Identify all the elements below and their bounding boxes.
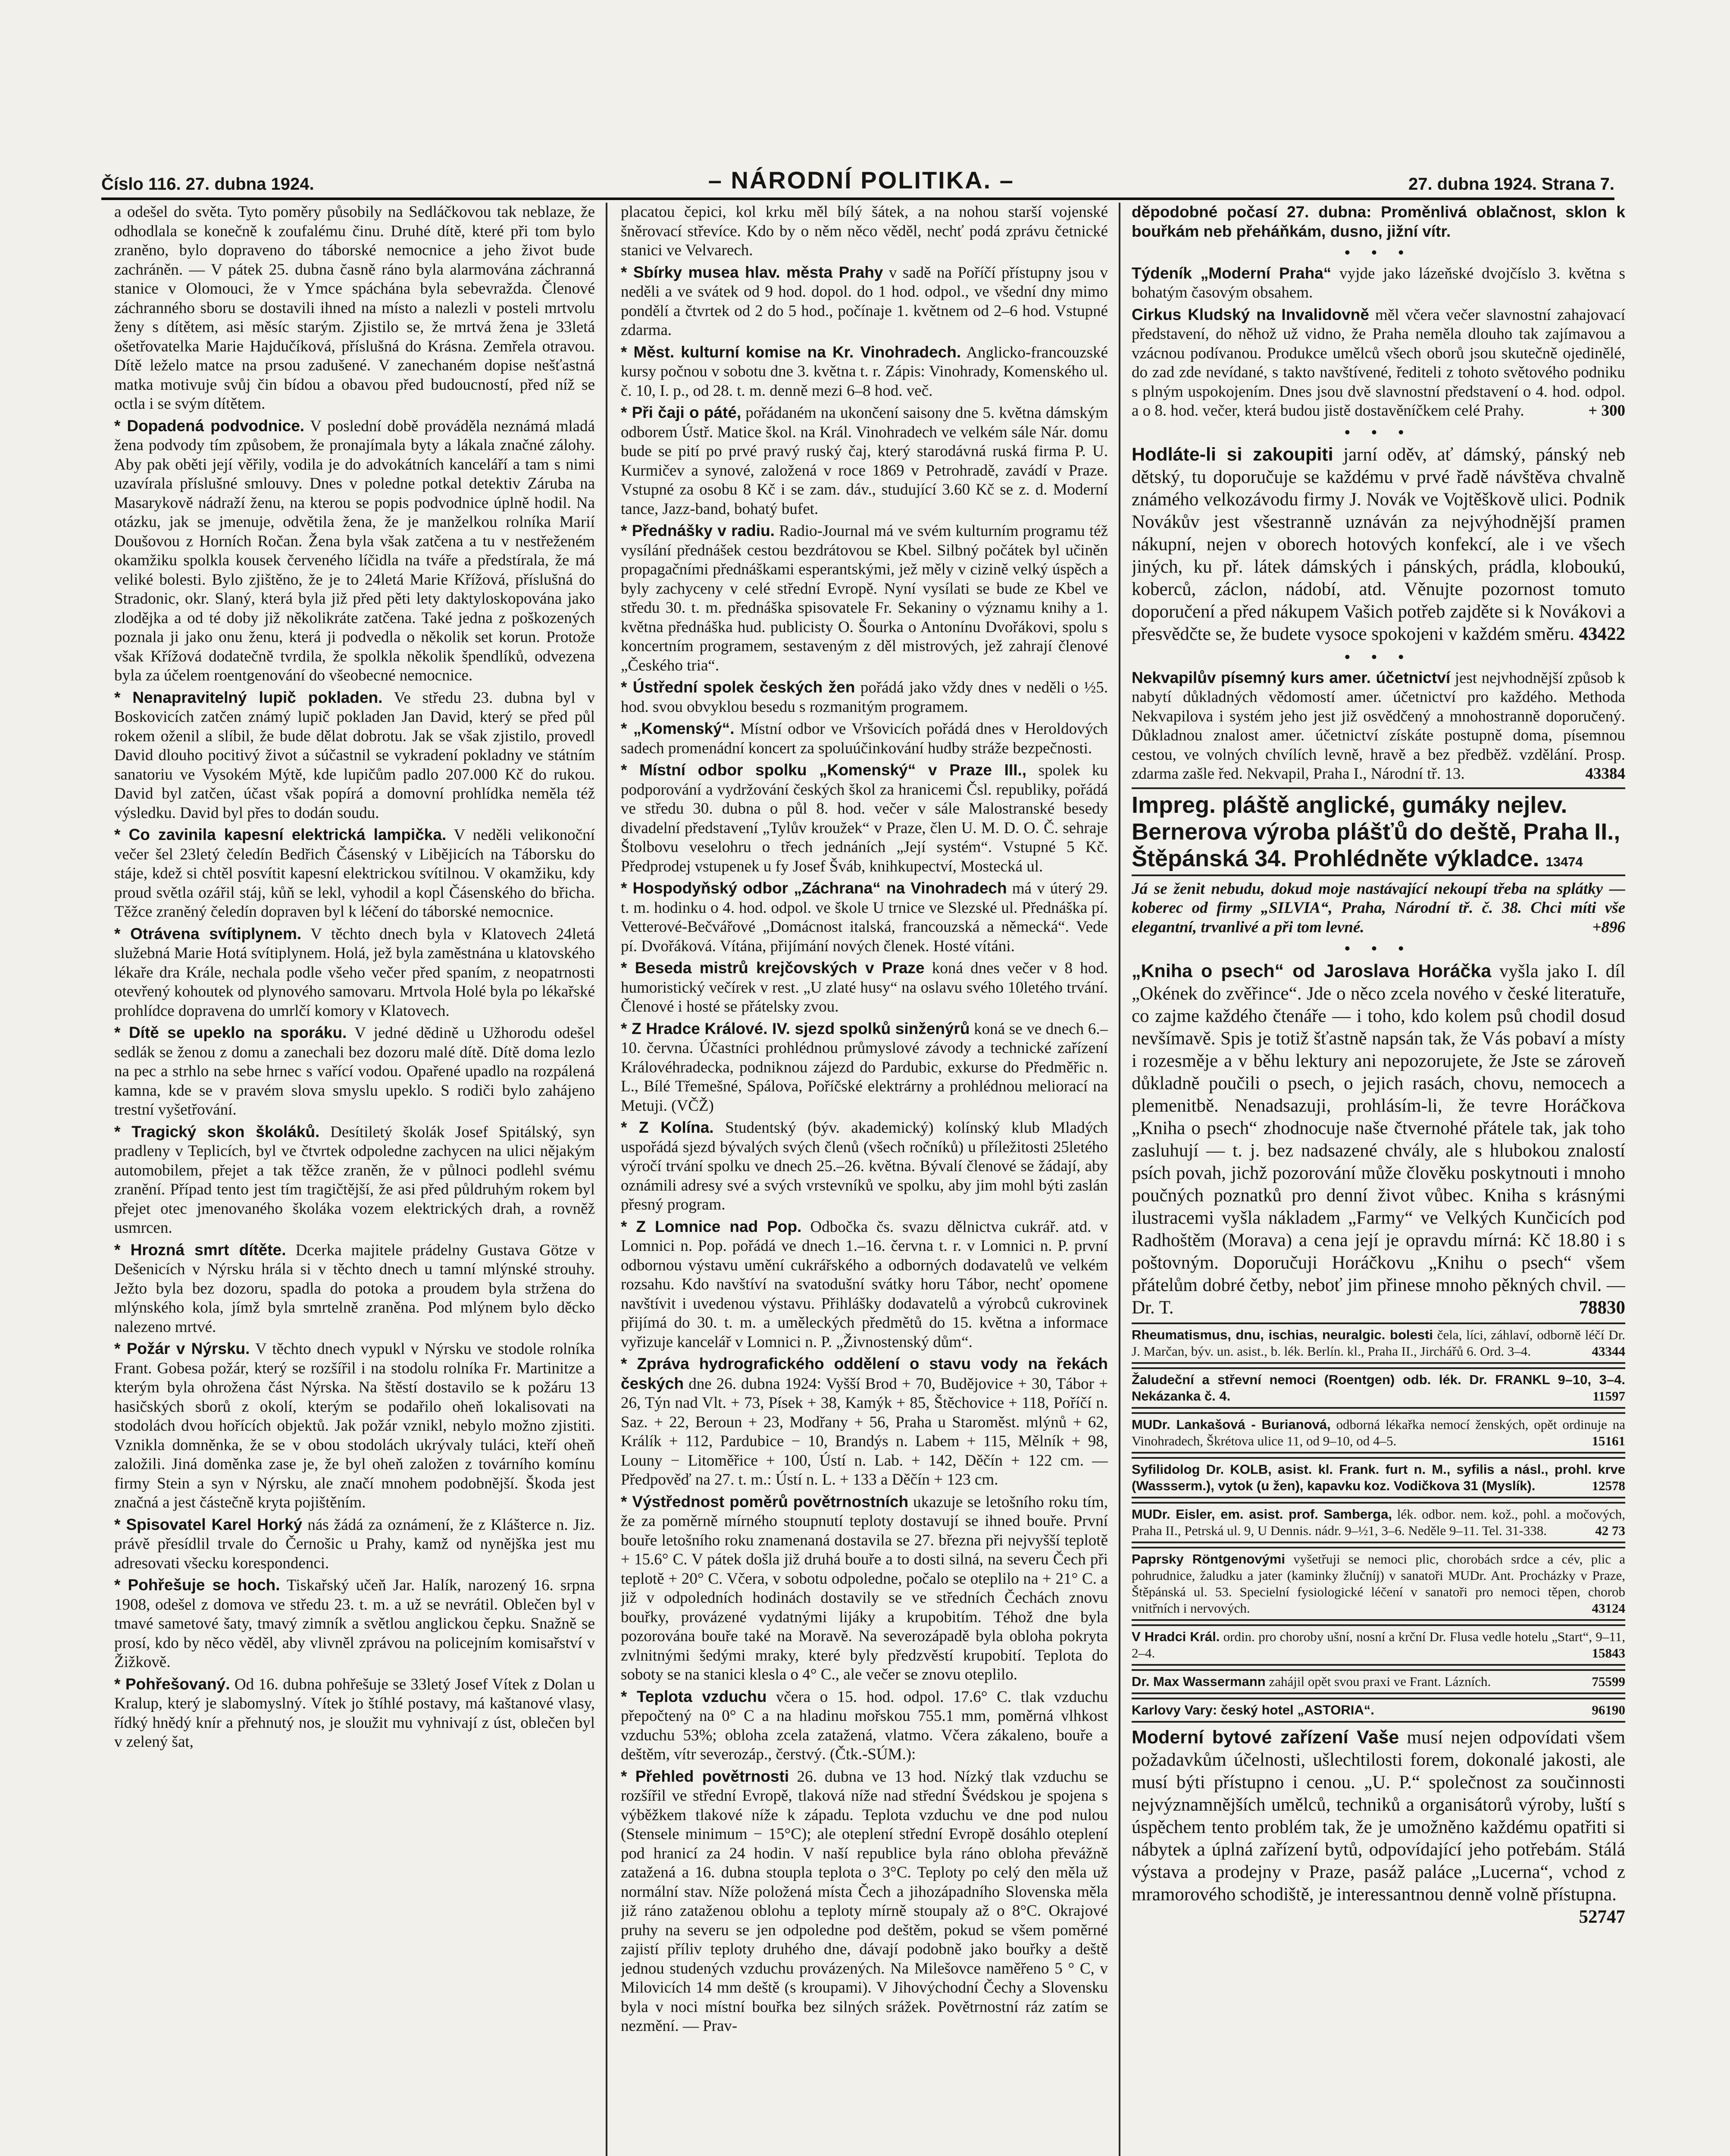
news-text: spolek ku podporování a vydržování českých škol za hranicemi Čsl. republiky, pořádá ve středu 30. dubna o půl 8. hod. večer v sále Malostranské besedy divadelní představení „Tylův kroužek“ v Praze, člen U. M. D. O. Č. sehraje Štolbovu veselohru o třech jednáních „Její systém“. Vstupné 5 Kč. Předprodej vstupenek u fy Josef Šváb, knihkupectví, Mostecká ul. [621,761,1108,875]
ad-reference: 13474 [1545,854,1583,869]
small-ad [1132,1547,1625,1621]
news-item [114,1576,595,1672]
news-item [621,719,1108,758]
news-text: koná dnes večer v 8 hod. humoristický večírek v rest. „U zlaté husy“ na oslavu svého 10letého trvání. Členové i hosté se přátelsky zvou. [621,959,1108,1015]
ad-title: V Hradci Král. [1132,1629,1220,1644]
news-title: * Místní odbor spolku „Komenský“ v Praze III., [621,761,1027,779]
ad-block [1132,668,1625,784]
small-ad [1132,1624,1625,1666]
ad-reference: 78830 [1579,1297,1625,1318]
small-ad [1132,1412,1625,1454]
news-item [114,825,595,922]
column-3 [1132,203,1625,2156]
news-item [621,761,1108,876]
news-item [621,263,1108,340]
news-text: ukazuje se letošního roku tím, že za poměrně mírného stoupnutí teploty dostavují se ihned bouře. První bouře letošního roku znamenaná dostavila se 27. března při nejvyšší teplotě + 15.6° C. V pátek došla již druhá bouře a to dosti silná, na severu Čech při teplotě + 20° C. Včera, v sobotu odpoledne, počalo se oteplilo na + 21° C. a již v odpoledních hodinách dostavily se ve středních Čechách znovu bouřky, provázené vydatnými lijáky a krupobitím. Téhož dne byla pozorována bouře také na Moravě. Na severozápadě byla obloha pokryta zvlnitnými šedými mraky, které byly předzvěstí krupobití. Teplota do soboty se na stanici klesla o 4° C., ale večer se znovu oteplilo. [621,1493,1108,1683]
ad-title: Nekvapilův písemný kurs amer. účetnictví [1132,668,1451,686]
news-title: * Pohřešovaný. [114,1675,230,1693]
news-title: * Přednášky v radiu. [621,522,775,539]
ad-reference: 96190 [1592,1702,1625,1717]
ad-text: čela, líci, záhlaví, odborně léčí Dr. J. Marčan, býv. un. asist., b. lék. Berlín. kl., Praha II., Jirchářů 6. Ord. 3–4. [1132,1327,1625,1359]
news-item [1132,305,1625,421]
page-number-date: 27. dubna 1924. Strana 7. [1408,175,1614,194]
news-text: Anglicko-francouzské kursy počnou v sobotu dne 3. května t. r. Zápis: Vinohrady, Komenského ul. č. 10, I. p., od 28. t. m. denně mezi 6–8 hod. več. [621,343,1108,400]
ad-title: Syfilidolog Dr. KOLB, asist. kl. Frank. furt n. M., syfilis a násl., prohl. krve (Wassserm.), vytok (u žen), kapavku [1132,1461,1625,1493]
news-title: * Co zavinila kapesní elektrická lampička. [114,826,447,843]
ad-line: Impreg. pláště anglické, gumáky nejlev. [1132,792,1567,818]
news-title: * „Komenský“. [621,720,735,737]
ad-text: vyšetřuji se nemoci plic, chorobách srdce a cév, plic a pohrudnice, žaludku a jater (kaminky žlučníj) v sanatoři MUDr. Ant. Procházky v Praze, Štěpánská ul. 53. Specielní fysiologické léčení v sanatoři pro nemoci těpen, chorob vnitřních i nervových. [1132,1551,1625,1616]
ad-block [1132,443,1625,646]
news-item [114,417,595,686]
separator: • • • [1344,940,1413,958]
news-text: a odešel do světa. Tyto poměry působily na Sedláčkovou tak neblaze, že odhodlala se konečně k zoufalému činu. Druhé dítě, které při tom bylo zraněno, bylo dopraveno do táborské nemocnice a jeho život bude zachráněn. — V pátek 25. dubna časně ráno byla alarmována záchranná stanice v Olomouci, že v Ymce spáchána byla sebevražda. Členové záchranného sboru se dostavili ihned na místo a nalezli v posteli mrtvolu ženy s dítětem, asi měsíc starým. Zjistilo se, že mrtvá žena je 33letá ošetřovatelka Marie Hajdučíková, příslušná do Krásna. Zemřela otravou. Dítě leželo matce na prsou zadušené. V zanechaném dopise nešťastná matka motivuje svůj čin bídou a obavou před budoucností, před níž se octla i se svým dítětem. [114,203,595,413]
ad-reference: + 300 [1588,402,1625,420]
news-item [621,879,1108,956]
news-text: Místní odbor ve Vršovicích pořádá dnes v Heroldových sadech promenádní koncert za spoluúčinkování hudby stráže bezpečnosti. [621,720,1108,757]
ad-reference: 52747 [1579,1906,1625,1927]
news-title: * Požár v Nýrsku. [114,1340,250,1357]
ad-title: Karlovy Vary: český hotel „ASTORIA“. [1132,1702,1374,1717]
ad-text: odborná lékařka nemocí ženských, opět ordinuje na Vinohradech, Škrétova ulice 11, od 9–10, od 4–5. [1132,1416,1625,1448]
ad-reference: 43344 [1592,1343,1625,1359]
news-title: * Hospodyňský odbor „Záchrana“ na Vinohradech [621,879,1007,897]
ad-reference: 12578 [1592,1478,1625,1493]
issue-number-date: Číslo 116. 27. dubna 1924. [101,175,314,194]
news-text: V těchto dnech byla v Klatovech 24letá služebná Marie Hotá svítiplynem. Holá, jež byla zaměstnána u klatovského lékaře dra Krále, nechala podle všeho večer před spaním, z neopatrnosti otevřený kohoutek od plynového samovaru. Mrtvola Holé byla po lékařské prohlídce dopravena do umrlčí komory v Klatovech. [114,925,595,1020]
news-item [621,959,1108,1017]
news-item [114,1023,595,1120]
news-title: Cirkus Kludský na Invalidovně [1132,305,1369,323]
news-text: Desítiletý školák Josef Spitálský, syn pradleny v Teplicích, byl ve čtvrtek odpoledne zachycen na ulici nějakým automobilem, přejet a tak těžce zraněn, že v půlnoci podlehl svému zranění. Případ tento jest tím tragičtější, že asi před půldruhým rokem byl přejet otec jmenovaného školáka vozem elektrických drah, a rovněž usmrcen. [114,1123,595,1237]
news-item [621,1687,1108,1764]
ad-line: Bernerova výroba plášťů do deště, Praha II., [1132,818,1621,845]
separator: • • • [1344,649,1413,666]
book-review [1132,960,1625,1319]
column-divider [606,203,607,2156]
ad-title: Žaludeční a střevní nemoci (Roentgen) odb. lék. Dr. FRANKL [1132,1372,1550,1387]
news-text: 26. dubna ve 13 hod. Nízký tlak vzduchu se rozšířil ve střední Evropě, tlaková níže nad střední Švédskou je spojena s výběžkem tlakové níže k západu. Teplota vzduchu ve dne pod nulou (Stensele minimum − 15°C); ale oteplení střední Evropě dosáhlo oteplení pod hranicí za 24 hodin. V naší republice byla ráno obloha převážně zatažená a 16. dubna stoupla teplota o 3°C. Teploty po celý den měla už normální stav. Níže položená místa Čech a jihozápadního Slovenska měla již ráno zataženou oblohu a teploty mírně stoupaly až o 8°C. Okrajové pruhy na severu se jen odpoledne pod deštěm, pokud se všem poměrné zajistí příliv teploty druhého dne, dávají podobně jako bouřky a deště jednou studených vzduchu provázených. Na Milešovce naměřeno 5 ° C, v Milovicích 14 mm deště (s kroupami). V Jihovýchodní Čechy a Slovensku byla v noci místní bouřka bez silných srážek. Povětrnostní ráz zatím se nezmění. — Prav- [621,1767,1108,2035]
news-item [114,924,595,1021]
news-title: * Pohřešuje se hoch. [114,1576,280,1594]
news-text: placatou čepici, kol krku měl bílý šátek, a na nohou starší vojenské šněrovací střevíce. Kdo by o něm něco věděl, nechť podá zprávu četnické stanici ve Velvarech. [621,203,1108,259]
news-text: V neděli velikonoční večer šel 23letý čeledín Bedřich Čásenský v Libějicích na Táborsku do stáje, kdež si chtěl posvítit kapesní elektrickou svítilnou. V okamžiku, kdy proud světla ozářil stáj, kůň se lekl, vyhodil a kopl Čásenského do břicha. Těžce zraněný čeledín dopraven byl k léčení do táborské nemocnice. [114,826,595,921]
news-item [621,678,1108,717]
ad-text: zahájil opět svou praxi ve Frant. Lázních. [1269,1673,1491,1689]
news-item [114,203,595,414]
small-ad [1132,1502,1625,1543]
ad-reference: +896 [1592,918,1625,936]
review-title: „Kniha o psech“ od Jaroslava Horáčka [1132,960,1492,981]
news-item [114,1675,595,1752]
ad-text: lék. odbor. nem. kož., pohl. a močových, Praha II., Petrská ul. 9, U Dennis. nádr. 9–½1, 3–6. Neděle 9–11. Tel. 31-338. [1132,1506,1625,1538]
news-title: * Nenapravitelný lupič pokladen. [114,688,383,706]
news-title: * Beseda mistrů krejčovských v Praze [621,959,925,977]
ad-reference: 43384 [1585,765,1625,783]
news-title: * Z Kolína. [621,1119,714,1136]
ad-title: Dr. Max Wassermann [1132,1673,1266,1689]
news-text: nás žádá za oznámení, že z Klášterce n. Jiz. právě přesídlil trvale do Černošic u Prahy, kamž od nynějška jest mu adresovati všecku korespondenci. [114,1516,595,1572]
small-ad [1132,1698,1625,1723]
news-title: * Otrávena svítiplynem. [114,924,302,943]
news-item [114,1515,595,1573]
news-text: Tiskařský učeň Jar. Halík, narozený 16. srpna 1908, odešel z domova ve středu 23. t. m. a už se nevrátil. Oblečen byl v tmavé sametové šaty, tmavý zimník a světlou anglickou čepku. Snažně se prosí, kdo by něco věděl, aby vlivněl zprávou na policejním komisařství v Žižkově. [114,1576,595,1671]
news-text: včera o 15. hod. odpol. 17.6° C. tlak vzduchu přepočtený na 0° C a na hladinu mořskou 755.1 mm, poměrná vlhkost vzduchu 53%; obloha zcela zatažená, vlatmo. Včera zákaleno, bouře a deštěm, vítr severozáp., čerstvý. (Čtk.-SÚM.): [621,1688,1108,1763]
news-text: Studentský (býv. akademický) kolínský klub Mladých uspořádá sjezd bývalých svých členů (všech ročníků) u příležitosti 25letého výročí trvání spolku ve dnech 25.–26. května. Bývalí členové se žádají, aby oznámili adresy své a svých vrstevníků ve spolku, aby jim mohl býti zaslán přesný program. [621,1119,1108,1213]
news-text: Dcerka majitele prádelny Gustava Götze v Dešenicích v Nýrsku hrála si v těchto dnech u tamní mlýnské strouhy. Ježto byla bez dozoru, spadla do potoka a proudem byla stržena do mlýnského kola, jímž byla smrtelně zraněna. Pod mlýnem bylo děcko nalezeno mrtvé. [114,1241,595,1336]
ad-text: jarní oděv, ať dámský, pánský neb dětský, tu doporučuje se každému v prvé řadě návštěva chvalně známého velkozávodu firmy J. Novák ve Vojtěškově ulici. Podnik Novákův jest všestranně uznáván za nejvýhodnější pramen nákupní, nejen v oborech hotových konfekcí, ale i ve všech jiných, ku př. látek dámských i pánských, prádla, kloboukú, koberců, záclon, nádobí, atd. Věnujte pozornost tomuto doporučení a před nákupem Vašich potřeb zajděte si k Novákovi a přesvědčte se, že budete vysoce spokojeni v každém směru. [1132,445,1625,644]
column-2 [621,203,1108,2156]
furniture-ad [1132,1726,1625,1927]
page-header [101,160,1614,200]
news-title: * Z Lomnice nad Pop. [621,1217,802,1235]
news-item [621,1767,1108,2036]
news-text: V jedné dědině u Užhorodu odešel sedlák se ženou z domu a zanechali bez dozoru malé dítě. Dítě doma lezlo na pec a strhlo na sebe hrnec s vařící vodou. Opařené upadlo na rozpálená kamna, kde se v pravém slova smyslu upeklo. S rodiči bylo zahájeno trestní vyšetřování. [114,1024,595,1119]
small-ad [1132,1367,1625,1409]
news-item [621,1354,1108,1490]
small-ad [1132,1669,1625,1694]
ad-text: koz. Vodičkova 31 (Myslík). [1364,1478,1536,1493]
separator: • • • [1344,423,1413,442]
news-title: * Zpráva hydrografického oddělení o stavu vody na řekách českých [621,1355,1108,1392]
news-text: Ve středu 23. dubna byl v Boskovicích zatčen známý lupič pokladen Jan David, který se před půl rokem oženil a slíbil, že bude dělat dobrotu. Jak se však zjistilo, provedl David dlouho pocitivý život a súčastnil se vykradení pokladny ve státním sanatoriu ve Vysokém Mýtě, kde lupičům padlo 207.000 Kč do rukou. David byl zatčen, účast však popírá a domovní prohlídka neměla též výsledku. David byl přes to dodán soudu. [114,689,595,822]
news-title: Týdeník „Moderní Praha“ [1132,264,1332,282]
news-text: má v úterý 29. t. m. hodinku o 4. hod. odpol. ve škole U trnice ve Slezské ul. Přednáška pí. Vetterové-Bečvářové „Domácnost italská, francouzská a německá“. Vede pí. Dvořáková. Vítána, přijímání nových členek. Hosté vítáni. [621,880,1108,955]
ad-reference: 15161 [1592,1433,1625,1448]
news-title: * Z Hradce Králové. IV. sjezd spolků sinženýrů [621,1019,970,1037]
news-text: V poslední době prováděla neznámá mladá žena podvody tím způsobem, že pronajímala byty a lákala značné zálohy. Aby pak oběti její věřily, vodila je do advokátních kanceláří a tam s nimi uzavírala příslušné smlouvy. Dnes v poledne potkal detektiv Záruba na Masarykově nádraží ženu, na kterou se popis podvodnice úplně hodil. Na otázku, jak se jmenuje, odvětila žena, že je manželkou rolníka Marií Doušovou z Horních Ročan. Žena byla však zatčena a tu v nestřeženém okamžiku spolkla kousek červeného líčidla na tváře a předstírala, že má veliké bolesti. Bylo zjištěno, že je to 24letá Marie Křížová, příslušná do Stradonic, okr. Slaný, která byla již před pěti lety daktyloskopována jako zlodějka a od té doby již několikráte zatčena. Také jedna z poškozených poznala ji jako onu ženu, která ji podvedla o několik set korun. Protože však Křížová dodatečně tvrdila, že spolkla několik špendlíků, odvezena byla za účelem roentgenování do všeobecné nemocnice. [114,417,595,684]
column-divider [1119,203,1120,2156]
ad-title: Paprsky Röntgenovými [1132,1551,1285,1567]
ad-title: Hodláte-li si zakoupiti [1132,444,1333,465]
news-item [621,1492,1108,1685]
ad-text: 9–10, 3–4. Nekázanka č. 4. [1132,1372,1625,1404]
news-title: * Přehled povětrnosti [621,1767,789,1785]
news-item [1132,264,1625,303]
news-item [114,1122,595,1238]
news-text: Od 16. dubna pohřešuje se 33letý Josef Vítek z Dolan u Kralup, který je slabomyslný. Vítek jo štíhlé postavy, má kaštanové vlasy, řídký hnědý knír a přehnutý nos, je sloužit mu vyhnivají z úst, oblečen byl v zelený šat, [114,1675,595,1751]
news-item [621,1217,1108,1352]
impreg-ad [1132,787,1625,876]
ad-reference: 43124 [1592,1600,1625,1616]
news-item [621,403,1108,519]
news-title: * Při čaji o páté, [621,404,741,421]
ad-line [1132,845,1625,872]
news-text: měl včera večer slavnostní zahajovací představení, do něhož už vidno, že Praha neměla dlouho tak zajímavou a vzácnou podívanou. Produkce umělců všech oborů jsou skutečně ojedinělé, do zad zde nevídané, s takto navštívené, řediteli z tohoto světového podniku s plným uspokojením. Dnes jsou dvě slavnostní představení o 4. hod. odpol. a o 8. hod. večer, která budou jistě dostavěníčkem celé Prahy. [1132,306,1625,420]
news-title: * Hrozná smrt dítěte. [114,1241,286,1259]
news-title: * Výstřednost poměrů povětrnostních [621,1492,909,1510]
news-text: Odbočka čs. svazu dělnictva cukrář. atd. v Lomnici n. Pop. pořádá ve dnech 1.–16. června t. r. v Lomnici n. P. první odbornou výstavu umění cukrářského a odborných dodavatelů ve velkém rozsahu. Kdo navštíví na svatodušní svátky horu Tábor, nechť opomene navštívit i uvedenou výstavu. Přihlášky dodavatelů a výrobců cukrovinek přijímá do 30. t. m. a uměleckých předmětů do 15. května a informace vyřizuje kancelář v Lomnici n. P. „Živnostenský dům“. [621,1218,1108,1351]
news-text: v sadě na Poříčí přístupny jsou v neděli a ve svátek od 9 hod. dopol. do 1 hod. odpol., ve všední dny mimo pondělí a čtvrtek od 2 do 5 hod., počínaje 1. květnem od 2–6 hod. Vstupné zdarma. [621,263,1108,339]
ad-reference: 11597 [1592,1388,1625,1404]
news-item [114,1339,595,1513]
ad-text: musí nejen odpovídati všem požadavkům účelnosti, ušlechtilosti forem, dokonalé jakosti, ale musí býti přístupno i cenou. „U. P.“ společnost za součinnosti nejvýznamnějších umělců, techniků a organisátorů výroby, luští s úspěchem tento problém tak, že je umožněno každému opatřiti si nábytek a úplná zařízení bytů, odpovídající jeho potřebám. Stálá výstava a prodejny v Praze, pasáž paláce „Lucerna“, vchod z mramorového schodiště, je interessantnou denně volně přístupna. [1132,1727,1625,1905]
news-title: * Dítě se upeklo na sporáku. [114,1024,347,1041]
news-text: dne 26. dubna 1924: Vyšší Brod + 70, Budějovice + 30, Tábor + 26, Týn nad Vlt. + 73, Písek + 38, Kamýk + 85, Štěchovice + 118, Poříčí n. Saz. + 22, Beroun + 23, Modřany + 56, Praha u Staroměst. mlýnů + 62, Králík + 112, Pardubice − 10, Brandýs n. Labem + 115, Mělník + 98, Louny − Litoměřice + 100, Ústí n. Lab. + 142, Děčín + 122 cm. — Předpověď na 27. t. m.: Ústí n. L. + 133 a Děčín + 123 cm. [621,1375,1108,1489]
news-title: * Teplota vzduchu [621,1687,767,1705]
news-item [114,688,595,823]
news-text: pořádaném na ukončení saisony dne 5. května dámským odborem Ústř. Matice škol. na Král. Vinohradech ve velkém sále Nár. domu bude se pití po prvé pravý ruský čaj, který starodávná ruská firma P. U. Kurmičev a synové, založená v roce 1869 v Petrohradě, zavádí v Praze. Vstupné za osobu 8 Kč i se zam. dáv., studující 3.60 Kč se z. d. Moderní tance, Jazz-band, bohatý bufet. [621,404,1108,518]
news-item [621,203,1108,260]
news-text: vyjde jako lázeňské dvojčíslo 3. května s bohatým časovým obsahem. [1132,264,1625,301]
newspaper-title: – NÁRODNÍ POLITIKA. – [708,166,1014,194]
ad-title: MUDr. Eisler, em. asist. prof. Samberga, [1132,1506,1392,1522]
news-item [114,1241,595,1337]
ad-line-text: Štěpánská 34. Prohlédněte výkladce. [1132,845,1539,871]
small-ad [1132,1322,1625,1364]
news-item [621,1019,1108,1116]
review-text: vyšla jako I. díl „Okének do zvěřince“. Jde o něco zcela nového v české literatuře, co zajme každého čtenáře — i toho, kdo kolem psů chodil dosud nevšímavě. Spis je totiž šťastně napsán tak, že Vás pobaví a místy i rozesměje a v běhu lektury ani nepozorujete, že Jste se zároveň důkladně poučili o psech, o jejich rasách, chovu, nemocech a plemenitbě. Nenadsazuji, prohlásím-li, že tevre Horáčkova „Kniha o psech“ zhodnocuje naše čtvernohé přátele tak, jak toho zasluhují — t. j. bez nadsazené chvály, ale s hlubokou znalostí psích povah, jichž pozorování může člověku poskytnouti i mnoho poučných poznatků pro denní život vůbec. Kniha s krásnými ilustracemi vyšla nákladem „Farmy“ ve Velkých Kunčicích pod Radhoštěm (Morava) a cena její je opravdu mírná: Kč 18.80 i s poštovným. Doporučuji Horáčkovu „Knihu o psech“ všem přátelům dobré četby, neboť jim přinese mnoho pěkných chvil. — Dr. T. [1132,961,1625,1318]
ad-title: MUDr. Lankašová - Burianová, [1132,1416,1331,1432]
news-text: V těchto dnech vypukl v Nýrsku ve stodole rolníka Frant. Gobesa požár, který se rozšířil i na stodolu rolníka Fr. Martinitze a kterým byla ohrožena část Nýrska. Na štěstí dostavilo se k požáru 13 hasičských sborů z okolí, kterým se podařilo oheň lokalisovati na stodolách dvou hořících objektů. Jak požár vznikl, nebylo možno zjistiti. Vznikla domněnka, že se v obou stodolách ukrývaly tuláci, kteří oheň založili. Jiná doměnka zase je, že byl oheň založen z továrního komínu firmy Stein a syn v Nýrsku, ale značí mnohem podobnější. Škoda jest značná a jest částečně kryta pojištěním. [114,1340,595,1511]
column-1 [114,203,595,2156]
news-item [621,521,1108,675]
news-title: * Tragický skon školáků. [114,1122,320,1141]
news-title: * Ústřední spolek českých žen [621,678,855,696]
ad-reference: 43422 [1579,624,1625,644]
news-title: * Sbírky musea hlav. města Prahy [621,263,883,281]
ad-reference: 42 73 [1595,1523,1625,1538]
silvia-ad [1132,880,1625,937]
separator: • • • [1344,244,1413,262]
ad-title: Moderní bytové zařízení Vaše [1132,1727,1399,1748]
ad-text: jest nejvhodnější způsob k nabytí důkladných vědomostí amer. účetnictví pro každého. Methoda Nekvapilova i systém jeho jest již osvědčený a mnohostranně doporučený. Důkladnou znalost amer. účetnictví získáte postupně doma, písemnou cestou, ve volných chvílích levně, hravě a bez předběž. vzdělání. Prosp. zdarma zašle řed. Nekvapil, Praha I., Národní tř. 13. [1132,669,1625,783]
news-text: koná se ve dnech 6.–10. června. Účastníci prohlédnou průmyslové závody a technické zařízení Královéhradecka, podniknou zájezd do Pardubic, exkurse do Předměřic n. L., Bílé Třemešné, Spálova, Poříčské elektrárny a prohlédnou meliorací na Metuji. (VČŽ) [621,1020,1108,1115]
news-item [621,343,1108,401]
ad-text: Já se ženit nebudu, dokud moje nastávající nekoupí třeba na splátky — koberec od firmy „SILVIA“, Praha, Národní tř. č. 38. Chci míti vše elegantní, trvanlivé a při tom levné. [1132,880,1625,936]
ad-title: Rheumatismus, dnu, ischias, neuralgic. bolesti [1132,1327,1433,1342]
news-title: * Dopadená podvodnice. [114,417,305,435]
news-text: Radio-Journal má ve svém kulturním programu též vysílání přednášek cestou bezdrátovou se Kbel. Silbný počátek byl učiněn propagačními přednáškami esperantskými, jež měly v cizině velký úspěch a byly zachyceny v celé střední Evropě. Nyní vysílati se bude ze Kbel ve středu 30. t. m. přednáška spisovatele Fr. Sekaniny o významu knihy a 1. května přednáška hud. publicisty O. Šourka o Antonínu Dvořákovi, spolu s koncertním programem, sestaveným z děl mistrových, jež zahrají členové „Českého tria“. [621,522,1108,674]
news-title: * Měst. kulturní komise na Kr. Vinohradech. [621,343,961,361]
ad-reference: 75599 [1592,1673,1625,1689]
ad-reference: 15843 [1592,1645,1625,1661]
small-ad [1132,1457,1625,1498]
news-title: * Spisovatel Karel Horký [114,1515,303,1533]
weather-forecast: děpodobné počasí 27. dubna: Proměnlivá oblačnost, sklon k bouřkám neb přeháňkám, dusno, jižní vítr. [1132,203,1625,240]
news-item [621,1118,1108,1215]
news-text: pořádá jako vždy dnes v neděli o ½5. hod. svou obvyklou besedu s rozmanitým programem. [621,679,1108,716]
ad-text: ordin. pro choroby ušní, nosní a krční Dr. Flusa vedle hotelu „Start“, 9–11, 2–4. [1132,1629,1625,1661]
